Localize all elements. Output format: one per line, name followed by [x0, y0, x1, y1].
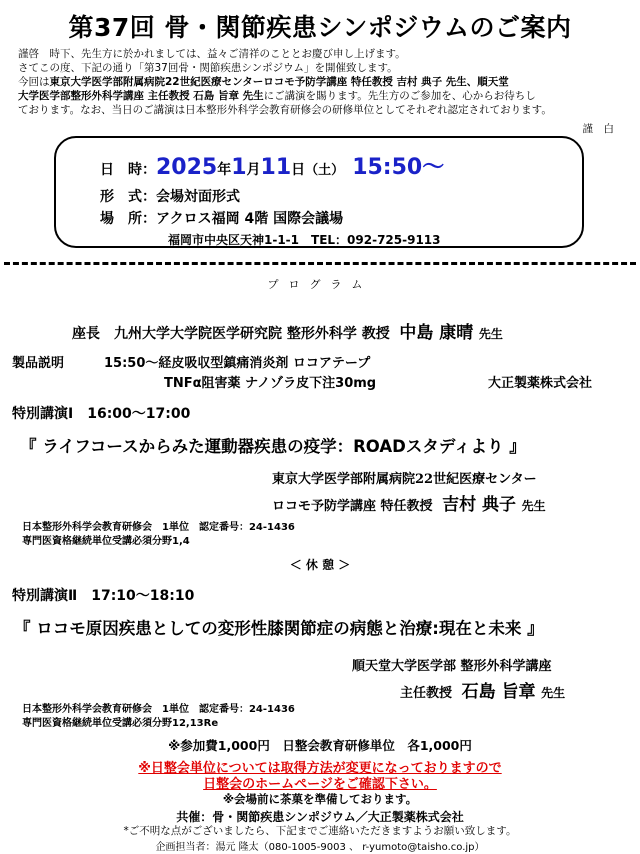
lecture2-affiliation-2: 主任教授 石島 旨章 先生: [400, 682, 566, 702]
lecture2-label: 特別講演Ⅱ 17:10～18:10: [12, 588, 195, 604]
event-info-box: [54, 136, 584, 248]
venue-address: 福岡市中央区天神1-1-1 TEL：092-725-9113: [168, 233, 441, 247]
break-label: ＜ 休 憩 ＞: [289, 558, 351, 572]
lecture1-label: 特別講演Ⅰ 16:00～17:00: [12, 406, 191, 422]
lecture1-credit-1: 日本整形外科学会教育研修会 1単位 認定番号：24-1436: [22, 522, 295, 533]
product-line-1: 15:50～経皮吸収型鎮痛消炎剤 ロコアテープ: [104, 356, 371, 371]
tea-notice: ※会場前に茶菓を準備しております。: [222, 792, 418, 806]
lecture1-title: 『 ライフコースからみた運動器疾患の疫学：ROADスタディより 』: [20, 437, 526, 456]
lecture2-credit-2: 専門医資格継続単位受講必須分野12,13Re: [22, 718, 219, 729]
venue-row: 場 所：アクロス福岡 4階 国際会議場: [100, 211, 344, 227]
program-heading: プログラム: [267, 278, 373, 291]
contact-note: *ご不明な点がございましたら、下記までご連絡いただきますようお願い致します。: [123, 825, 517, 837]
product-line-2: TNFα阻害薬 ナノゾラ皮下注30mg: [164, 376, 377, 391]
greeting-line-3: 今回は東京大学医学部附属病院22世紀医療センターロコモ予防学講座 特任教授 吉村 典子 先生、順天堂: [18, 76, 509, 88]
section-divider: [4, 262, 636, 265]
credit-warning-1: ※日整会単位については取得方法が変更になっておりますので: [138, 761, 502, 776]
product-label: 製品説明: [12, 356, 65, 371]
lecture1-affiliation-1: 東京大学医学部附属病院22世紀医療センター: [272, 472, 537, 487]
cohost-line: 共催：骨・関節疾患シンポジウム／大正製薬株式会社: [176, 810, 464, 824]
fee-notice: ※参加費1,000円 日整会教育研修単位 各1,000円: [168, 738, 472, 753]
greeting-line-1: 謹啓 時下、先生方に於かれましては、益々ご清祥のこととお慶び申し上げます。: [18, 48, 406, 60]
lecture1-affiliation-2: ロコモ予防学講座 特任教授 吉村 典子 先生: [272, 495, 546, 515]
greeting-line-2: さてこの度、下記の通り「第37回骨・関節疾患シンポジウム」を開催致します。: [18, 62, 398, 74]
product-company: 大正製薬株式会社: [488, 376, 593, 391]
greeting-closing: 謹 白: [582, 123, 614, 135]
credit-warning-2: 日整会のホームページをご確認下さい。: [203, 777, 437, 792]
chair-line: 座長 九州大学大学院医学研究院 整形外科学 教授 中島 康晴 先生: [72, 323, 503, 343]
greeting-line-4: 大学医学部整形外科学講座 主任教授 石島 旨章 先生にご講演を賜ります。先生方のご参加を、心からお待ちし: [18, 90, 536, 102]
page-title: 第37回 骨・関節疾患シンポジウムのご案内: [68, 13, 572, 42]
lecture2-title: 『 ロコモ原因疾患としての変形性膝関節症の病態と治療:現在と未来 』: [14, 619, 544, 638]
lecture2-credit-1: 日本整形外科学会教育研修会 1単位 認定番号：24-1436: [22, 704, 295, 715]
greeting-line-5: ております。なお、当日のご講演は日本整形外科学会教育研修会の研修単位としてそれぞれ認定されております。: [18, 104, 552, 116]
lecture1-credit-2: 専門医資格継続単位受講必須分野1,4: [22, 536, 190, 547]
date-row: 日 時：2025年1月11日（土） 15:50～: [100, 155, 445, 180]
contact-person: 企画担当者：湯元 隆太（080-1005-9003 、 r-yumoto@taisho.co.jp）: [155, 842, 485, 853]
format-row: 形 式：会場対面形式: [100, 189, 240, 205]
lecture2-affiliation-1: 順天堂大学医学部 整形外科学講座: [352, 659, 552, 674]
